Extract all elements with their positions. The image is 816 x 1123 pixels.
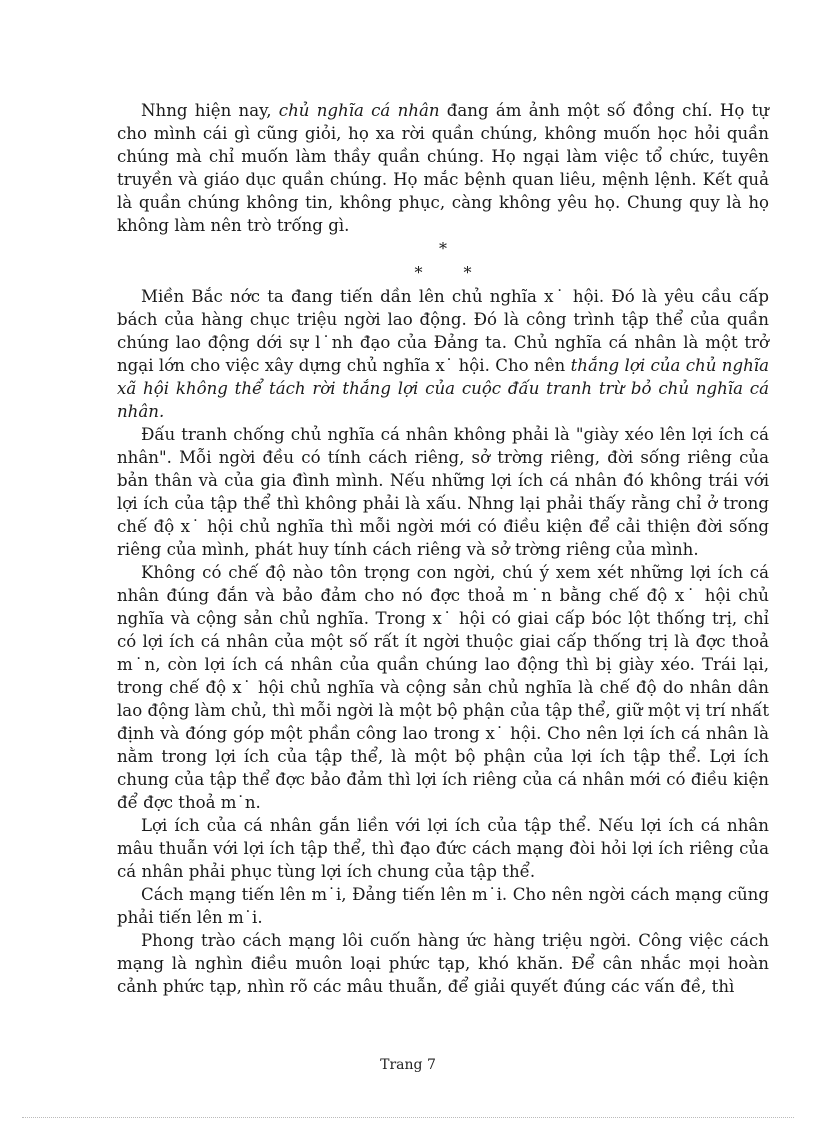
text-segment: đang ám ảnh một số đồng chí. Họ tự cho mình cái gì cũng giỏi, họ xa rời quần chúng, không muốn học hỏi quần chúng mà chỉ muốn làm thầy quần chúng. Họ ngại làm việc tổ chức, tuyên truyền và giáo dục quần chúng. Họ mắc bệnh quan liêu, mệnh lệnh. Kết quả là quần chúng không tin, không phục, càng không yêu họ. Chung quy là họ không làm nên trò trống gì. xyxy=(117,101,769,235)
paragraph-1 xyxy=(117,99,769,237)
italic-text-segment: chủ nghĩa cá nhân xyxy=(278,101,440,120)
paragraph-7 xyxy=(117,929,769,998)
paragraph-6 xyxy=(117,883,769,929)
page-bottom-divider xyxy=(22,1117,794,1118)
separator-top-star: * xyxy=(439,239,465,258)
page-number: Trang 7 xyxy=(380,1057,436,1073)
text-segment: Miền Bắc nớc ta đang tiến dần lên chủ nghĩa x˙ hội. Đó là yêu cầu cấp bách của hàng chục triệu ngời lao động. Đó là công trình tập thể của quần chúng lao động dới sự l˙nh đạo của Đảng ta. Chủ nghĩa cá nhân là một trở ngại lớn cho việc xây dựng chủ nghĩa x˙ hội. Cho nên xyxy=(117,287,769,375)
text-segment: Nhng hiện nay, xyxy=(141,101,279,120)
text-segment: Không có chế độ nào tôn trọng con ngời, chú ý xem xét những lợi ích cá nhân đúng đắn và bảo đảm cho nó đợc thoả m˙n bằng chế độ x˙ hội chủ nghĩa và cộng sản chủ nghĩa. Trong x˙ hội có giai cấp bóc lột thống trị, chỉ có lợi ích cá nhân của một số rất ít ngời thuộc giai cấp thống trị là đợc thoả m˙n, còn lợi ích cá nhân của quần chúng lao động thì bị giày xéo. Trái lại, trong chế độ x˙ hội chủ nghĩa và cộng sản chủ nghĩa là chế độ do nhân dân lao động làm chủ, thì mỗi ngời là một bộ phận của tập thể, giữ một vị trí nhất định và đóng góp một phần công lao trong x˙ hội. Cho nên lợi ích cá nhân là nằm trong lợi ích của tập thể, là một bộ phận của lợi ích tập thể. Lợi ích chung của tập thể đợc bảo đảm thì lợi ích riêng của cá nhân mới có điều kiện để đợc thoả m˙n. xyxy=(117,563,769,812)
paragraph-3 xyxy=(117,423,769,561)
text-segment: Đấu tranh chống chủ nghĩa cá nhân không phải là "giày xéo lên lợi ích cá nhân". Mỗi ngời đều có tính cách riêng, sở trờng riêng, đời sống riêng của bản thân và của gia đình mình. Nếu những lợi ích cá nhân đó không trái với lợi ích của tập thể thì không phải là xấu. Nhng lại phải thấy rằng chỉ ở trong chế độ x˙ hội chủ nghĩa thì mỗi ngời mới có điều kiện để cải thiện đời sống riêng của mình, phát huy tính cách riêng và sở trờng riêng của mình. xyxy=(117,425,769,559)
paragraph-5 xyxy=(117,814,769,883)
italic-text-segment: thắng lợi của chủ nghĩa xã hội không thể tách rời thắng lợi của cuộc đấu tranh trừ bỏ chủ nghĩa cá nhân. xyxy=(117,356,770,421)
paragraph-2 xyxy=(117,285,769,423)
text-segment: Lợi ích của cá nhân gắn liền với lợi ích của tập thể. Nếu lợi ích cá nhân mâu thuẫn với lợi ích tập thể, thì đạo đức cách mạng đòi hỏi lợi ích riêng của cá nhân phải phục tùng lợi ích chung của tập thể. xyxy=(117,816,769,881)
paragraph-4 xyxy=(117,561,769,814)
separator-bottom-stars: * * xyxy=(414,263,490,282)
text-segment: Phong trào cách mạng lôi cuốn hàng ức hàng triệu ngời. Công việc cách mạng là nghìn điều muôn loại phức tạp, khó khăn. Để cân nhắc mọi hoàn cảnh phức tạp, nhìn rõ các mâu thuẫn, để giải quyết đúng các vấn đề, thì xyxy=(117,931,769,996)
body-text xyxy=(117,99,769,998)
text-segment: Cách mạng tiến lên m˙i, Đảng tiến lên m˙i. Cho nên ngời cách mạng cũng phải tiến lên m˙i. xyxy=(117,885,769,927)
